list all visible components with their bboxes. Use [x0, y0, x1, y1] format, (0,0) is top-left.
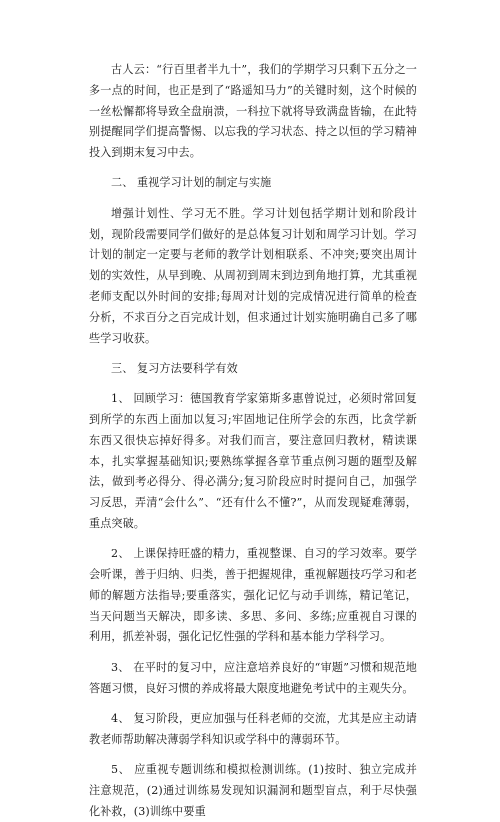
- section-heading-2: 二、 重视学习计划的制定与实施: [111, 176, 272, 190]
- method-item-2: 2、 上课保持旺盛的精力，重视整课、自习的学习效率。要学会听课，善于归纳、归类，善于把握规律，重视解题技巧学习和老师的解题方法指导;要重落实，强化记忆与动手训练，精记笔记，当天问题当天解决，即多读、多思、多问、多练;应重视自习课的利用，抓差补弱，强化记忆性强的学科和基本能力学科学习。: [89, 547, 417, 644]
- section-heading-3: 三、 复习方法要科学有效: [111, 361, 238, 375]
- method-item-3: 3、 在平时的复习中，应注意培养良好的“审题”习惯和规范地答题习惯，良好习惯的养成将最大限度地避免考试中的主观失分。: [89, 660, 417, 695]
- method-item-4: 4、 复习阶段，更应加强与任科老师的交流，尤其是应主动请教老师帮助解决薄弱学科知识或学科中的薄弱环节。: [89, 711, 417, 746]
- method-item-5: 5、 应重视专题训练和模拟检测训练。(1)按时、独立完成并注意规范，(2)通过训练易发现知识漏洞和题型盲点，利于尽快强化补救，(3)训练中要重: [89, 762, 417, 818]
- plan-paragraph: 增强计划性、学习无不胜。学习计划包括学期计划和阶段计划，现阶段需要同学们做好的是总体复习计划和周学习计划。学习计划的制定一定要与老师的教学计划相联系、不冲突;要突出周计划的实效性，从早到晚、从周初到周末到边到角地打算，尤其重视老师支配以外时间的安排;每周对计划的完成情况进行简单的检查分析，不求百分之百完成计划，但求通过计划实施明确自己多了哪些学习收获。: [89, 206, 417, 345]
- document-body: [89, 60, 417, 822]
- method-item-1: 1、 回顾学习：德国教育学家第斯多惠曾说过，必须时常回复到所学的东西上面加以复习;牢固地记住所学会的东西，比贪学新东西又很快忘掉好得多。对我们而言，要注意回归教材，精读课本，扎实掌握基础知识;要熟练掌握各章节重点例习题的题型及解法，做到考必得分、得必满分;复习阶段应时时提问自己，加强学习反思，弄清“会什么”、“还有什么不懂?”，从而发现疑难薄弱，重点突破。: [89, 392, 417, 530]
- intro-paragraph: 古人云：“行百里者半九十”，我们的学期学习只剩下五分之一多一点的时间，也正是到了“路遥知马力”的关键时刻，这个时候的一丝松懈都将导致全盘崩溃，一科拉下就将导致满盘皆输，在此特别提醒同学们提高警惕、以忘我的学习状态、持之以恒的学习精神投入到期末复习中去。: [89, 63, 417, 160]
